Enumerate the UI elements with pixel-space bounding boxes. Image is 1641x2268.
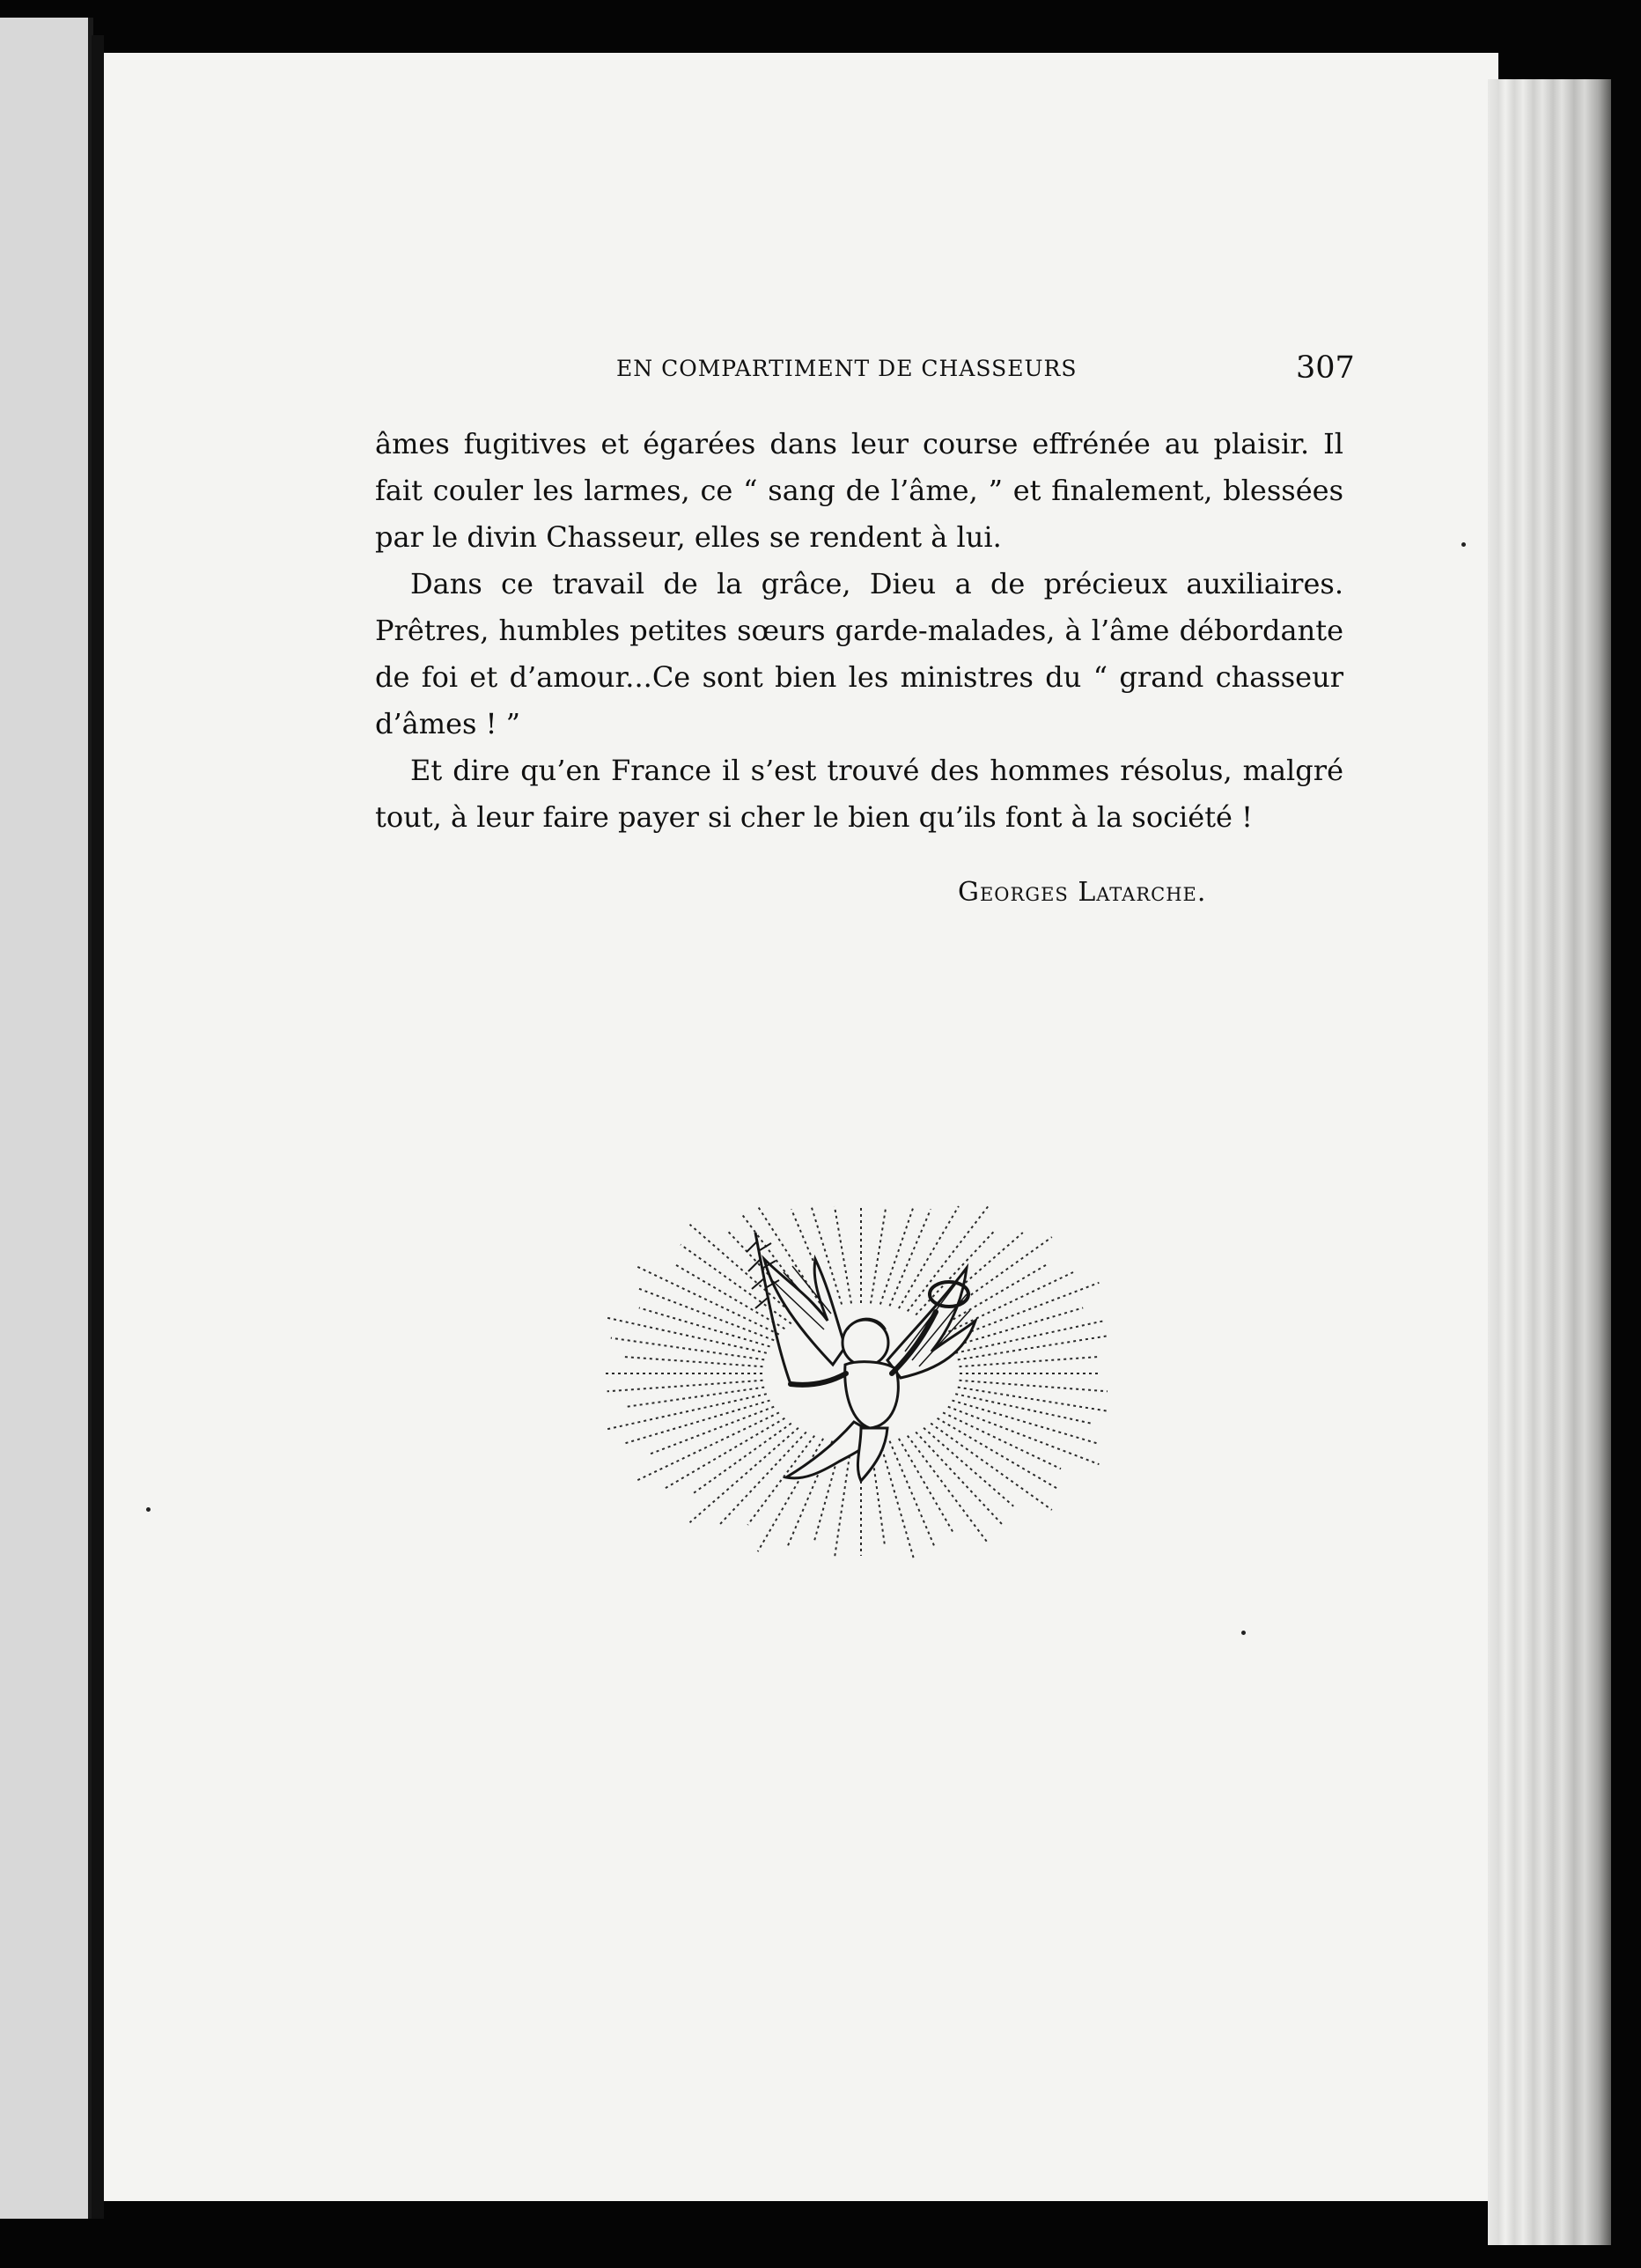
ray-line <box>758 1439 823 1551</box>
ray-line <box>960 1381 1108 1392</box>
ray-line <box>960 1357 1100 1366</box>
ray-line <box>938 1418 1058 1490</box>
page-block-edge <box>1488 79 1611 2245</box>
ray-line <box>931 1424 1052 1510</box>
ray-line <box>948 1407 1100 1465</box>
body-text <box>375 421 1343 841</box>
paper-speck <box>1461 542 1466 547</box>
ray-line <box>606 1394 767 1429</box>
author-signature: Georges Latarche. <box>958 877 1207 908</box>
paragraph: âmes fugitives et égarées dans leur course effrénée au plaisir. Il fait couler les larmes, ce “ sang de l’âme, ” et finalement, blessées par le divin Chasseur, elles se rendent à lui. <box>375 427 1343 554</box>
ray-line <box>691 1424 791 1495</box>
paragraph: Et dire qu’en France il s’est trouvé des hommes résolus, malgré tout, à leur faire payer si cher le bien qu’ils font à la société ! <box>375 754 1343 834</box>
ray-line <box>890 1209 931 1306</box>
running-title: EN COMPARTIMENT DE CHASSEURS <box>616 356 1078 381</box>
ray-line <box>606 1317 767 1352</box>
ray-line <box>690 1225 798 1320</box>
ray-line <box>943 1412 1061 1469</box>
page-number: 307 <box>1296 350 1355 386</box>
book-gutter <box>92 35 104 2219</box>
ray-line <box>835 1206 851 1303</box>
ray-line <box>880 1206 914 1305</box>
ray-line <box>890 1441 936 1549</box>
ray-line <box>637 1266 779 1334</box>
ray-line <box>908 1436 989 1544</box>
ray-line <box>664 1418 784 1490</box>
paper-speck <box>1241 1631 1246 1635</box>
ray-line <box>955 1394 1091 1423</box>
facing-page-edge <box>0 18 93 2219</box>
paragraph: Dans ce travail de la grâce, Dieu a de précieux auxiliaires. Prêtres, humbles petites sœurs garde-malades, à l’âme débordante de foi et d’amour...Ce sont bien les ministres du “ grand chasseur d’âmes ! ” <box>375 567 1343 740</box>
ray-line <box>916 1432 1003 1526</box>
ray-line <box>625 1388 764 1407</box>
cherub-with-palm-and-wreath-icon <box>597 1197 1116 1567</box>
ray-line <box>871 1206 886 1303</box>
ray-line <box>625 1401 769 1444</box>
paper-speck <box>146 1507 151 1512</box>
ray-line <box>611 1338 764 1360</box>
ray-line <box>622 1357 762 1366</box>
book-page <box>104 53 1498 2201</box>
ray-line <box>747 1436 814 1525</box>
ray-line <box>953 1401 1097 1444</box>
ray-line <box>955 1321 1105 1353</box>
ray-line <box>607 1381 763 1392</box>
ray-line <box>637 1412 779 1480</box>
page-header <box>104 350 1498 386</box>
